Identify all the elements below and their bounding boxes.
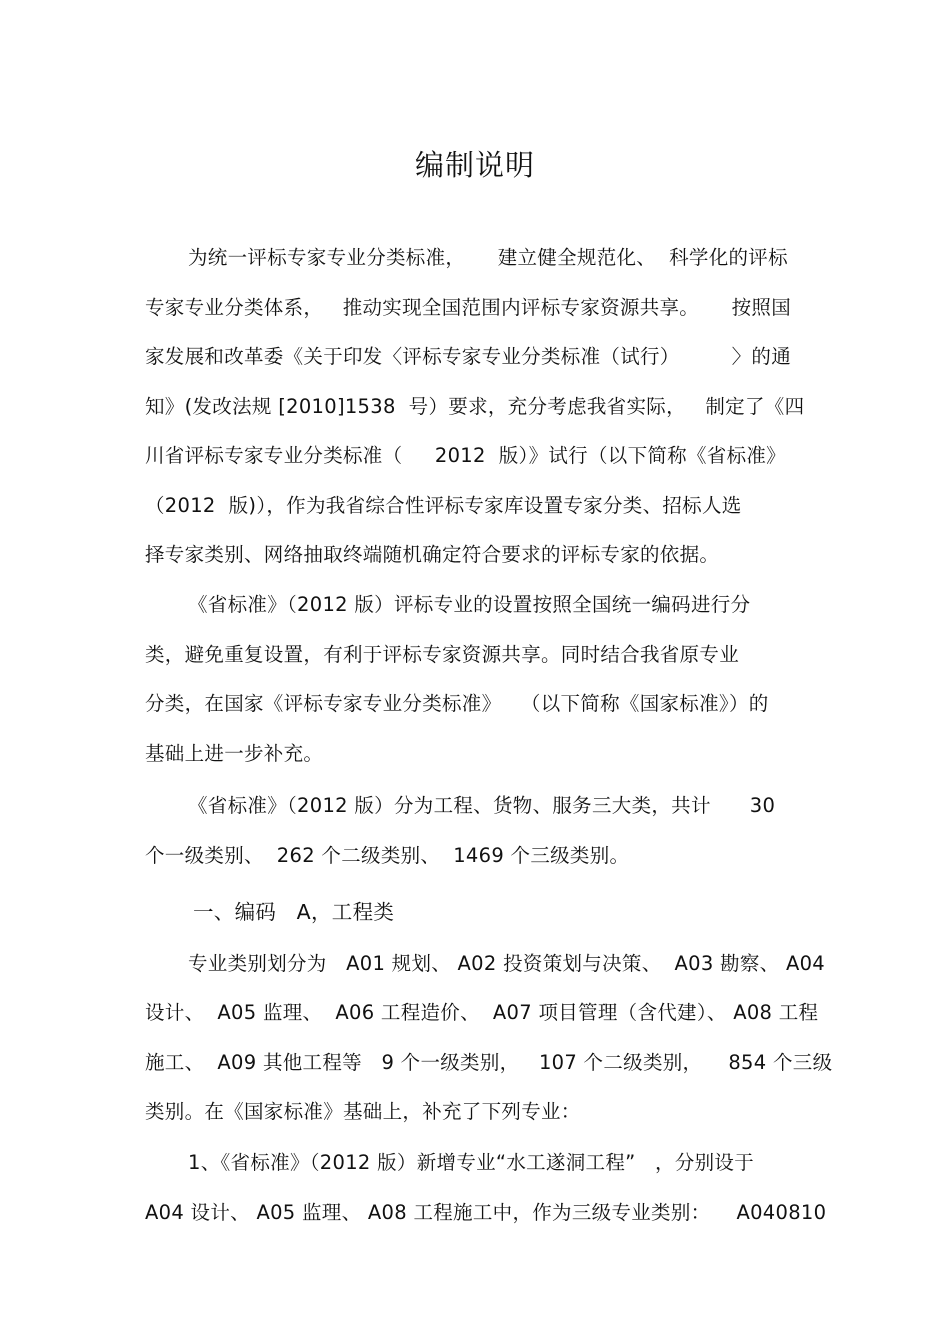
paragraph-line: 《省标准》（2012 版）评标专业的设置按照全国统一编码进行分 [188,593,751,616]
paragraph-line: 择专家类别、网络抽取终端随机确定符合要求的评标专家的依据。 [145,543,720,566]
paragraph-line: 知》(发改法规 [2010]1538 号）要求，充分考虑我省实际， 制定了《四 [145,395,805,418]
paragraph-line: 1、《省标准》（2012 版）新增专业“水工遂洞工程” ，分别设于 [188,1151,755,1174]
paragraph-line: 专家专业分类体系， 推动实现全国范围内评标专家资源共享。 按照国 [145,296,791,319]
paragraph-line: （2012 版)），作为我省综合性评标专家库设置专家分类、招标人选 [145,494,742,517]
paragraph-line: 专业类别划分为 A01 规划、 A02 投资策划与决策、 A03 勘察、 A04 [188,952,825,975]
paragraph-line: 基础上进一步补充。 [145,742,324,765]
paragraph-line: 设计、 A05 监理、 A06 工程造价、 A07 项目管理（含代建）、 A08 工程 [145,1001,819,1024]
paragraph-line: 川省评标专家专业分类标准（ 2012 版）》试行（以下简称《省标准》 [145,444,786,467]
paragraph-line: 施工、 A09 其他工程等 9 个一级类别， 107 个二级类别， 854 个三级 [145,1051,833,1074]
paragraph-line: A04 设计、 A05 监理、 A08 工程施工中，作为三级专业类别： A040810 [145,1201,827,1224]
document-title: 编制说明 [414,148,535,182]
paragraph-line: 类别。在《国家标准》基础上，补充了下列专业： [145,1100,581,1123]
section-heading: 一、编码 A，工程类 [193,900,395,924]
paragraph-line: 《省标准》（2012 版）分为工程、货物、服务三大类，共计 30 [188,794,776,817]
paragraph-line: 家发展和改革委《关于印发〈评标专家专业分类标准（试行） 〉的通 [145,345,791,368]
paragraph-line: 类，避免重复设置，有利于评标专家资源共享。同时结合我省原专业 [145,643,740,666]
paragraph-line: 为统一评标专家专业分类标准， 建立健全规范化、 科学化的评标 [188,246,788,269]
paragraph-line: 分类，在国家《评标专家专业分类标准》 （以下简称《国家标准》）的 [145,692,769,715]
paragraph-line: 个一级类别、 262 个二级类别、 1469 个三级类别。 [145,844,630,867]
